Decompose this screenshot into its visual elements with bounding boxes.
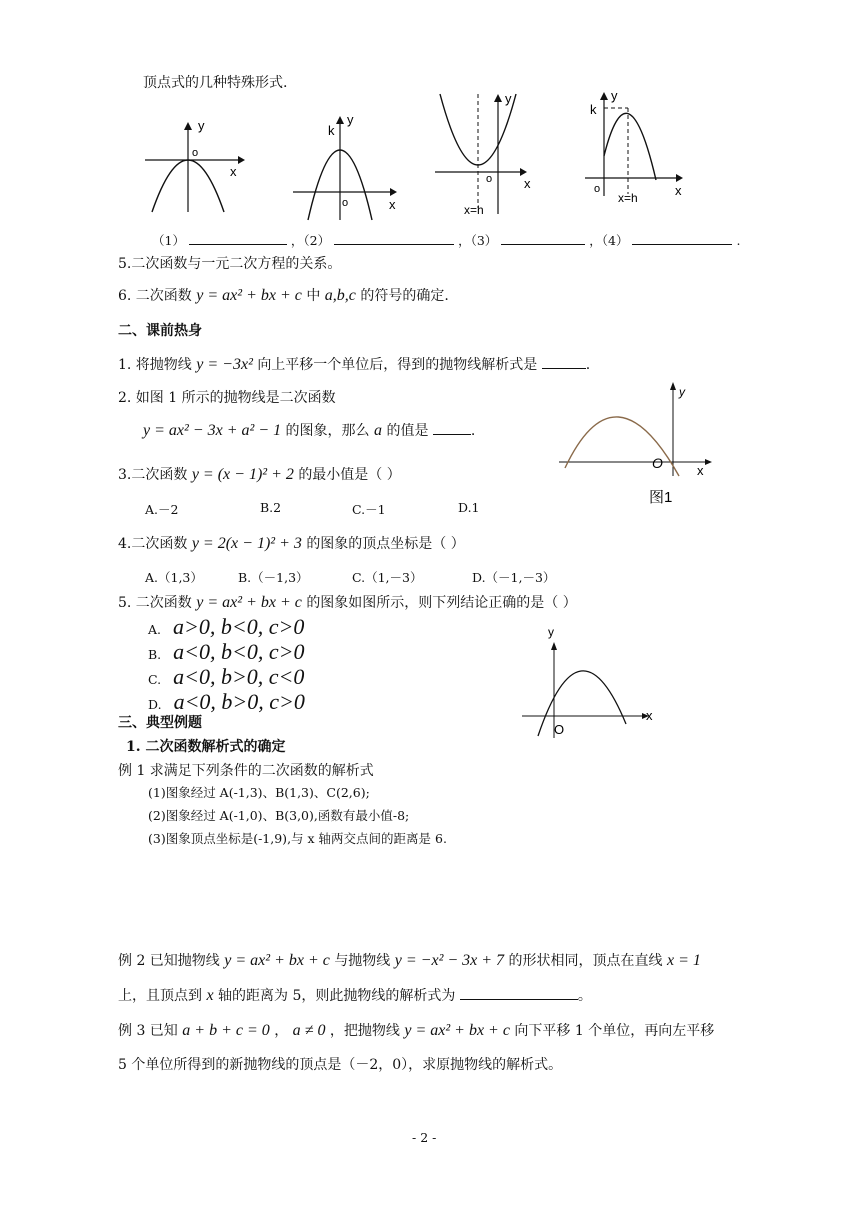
example-1-item-3: (3)图象顶点坐标是(-1,9),与 x 轴两交点间的距离是 6. <box>148 831 447 846</box>
graph-4-xh-label: x=h <box>618 191 638 205</box>
ex2-end: 。 <box>577 988 592 1004</box>
q1-suffix: 向上平移一个单位后，得到的抛物线解析式是 <box>257 357 538 373</box>
blank-label-4: ，（4） <box>589 233 629 248</box>
answer-blank-2 <box>334 230 454 245</box>
q5-prefix: 5. 二次函数 <box>118 595 192 611</box>
q1-equation: y = −3x² <box>196 356 253 373</box>
figure-1-caption: 图1 <box>649 489 673 506</box>
ex2-var: x <box>206 987 214 1004</box>
q4-option-b: B.（－1,3） <box>238 570 309 585</box>
answer-blank-4 <box>632 230 732 245</box>
q2-mid: 的图象，那么 <box>285 423 370 439</box>
q3-option-b: B.2 <box>260 500 282 515</box>
ex2-suffix: 的形状相同，顶点在直线 <box>508 953 663 969</box>
q3-prefix: 3.二次函数 <box>118 467 188 483</box>
ex2-equation-1: y = ax² + bx + c <box>224 952 330 969</box>
graph-4-y-label: y <box>611 88 618 103</box>
ex2-equation-3: x = 1 <box>666 952 701 969</box>
example-1-item-1: (1)图象经过 A(-1,3)、B(1,3)、C(2,6); <box>148 785 370 800</box>
question-3 <box>118 464 401 484</box>
q2-equation: y = ax² − 3x + a² − 1 <box>143 422 282 439</box>
question-4 <box>118 533 465 553</box>
answer-blank-1 <box>189 230 287 245</box>
question-2-line1: 2. 如图 1 所示的抛物线是二次函数 <box>118 390 336 406</box>
q5-option-b-letter: B. <box>148 647 162 662</box>
example-3-line1 <box>118 1020 714 1040</box>
ex2-equation-2: y = −x² − 3x + 7 <box>394 952 505 969</box>
item-6-suffix: 的符号的确定. <box>360 288 449 304</box>
q3-equation: y = (x − 1)² + 2 <box>191 466 294 483</box>
blank-label-2: ，（2） <box>290 233 331 248</box>
graph-2 <box>290 108 405 228</box>
q5-option-a-letter: A. <box>148 622 162 637</box>
graph-4 <box>582 84 692 208</box>
intro-line: 顶点式的几种特殊形式. <box>143 75 288 91</box>
ex2-answer-blank <box>460 985 578 1000</box>
q4-equation: y = 2(x − 1)² + 3 <box>191 535 302 552</box>
q3-suffix: 的最小值是（ ） <box>298 467 401 483</box>
figure-1-x-label: x <box>697 463 704 478</box>
q5-option-c-letter: C. <box>148 672 162 687</box>
figure-1 <box>555 378 720 508</box>
graph-3-xh-label: x=h <box>464 203 484 217</box>
graph-3-y-label: y <box>505 91 512 106</box>
blank-label-3: ，（3） <box>458 233 498 248</box>
graph-2-y-label: y <box>347 112 354 127</box>
graph-4-k-label: k <box>590 102 597 117</box>
example-3-line2: 5 个单位所得到的新抛物线的顶点是（－2，0），求原抛物线的解析式。 <box>118 1057 563 1073</box>
section-2-heading: 二、课前热身 <box>118 323 202 339</box>
item-6-equation: y = ax² + bx + c <box>196 287 302 304</box>
q2-var: a <box>374 422 382 439</box>
q4-prefix: 4.二次函数 <box>118 536 188 552</box>
item-6 <box>118 285 449 305</box>
q1-end: . <box>585 357 591 373</box>
ex2-prefix: 例 2 已知抛物线 <box>118 953 220 969</box>
q5-option-c-text: a<0, b>0, c<0 <box>173 664 305 689</box>
example-1-item-2: (2)图象经过 A(-1,0)、B(3,0),函数有最小值-8; <box>148 808 410 823</box>
question-5 <box>118 592 577 612</box>
q2-answer-blank <box>433 420 471 435</box>
q5-option-a <box>148 614 304 640</box>
figure-q5-o-label: O <box>554 722 565 737</box>
q4-suffix: 的图象的顶点坐标是（ ） <box>306 536 465 552</box>
graph-1-x-label: x <box>230 164 237 179</box>
q5-equation: y = ax² + bx + c <box>196 594 302 611</box>
q5-option-b-text: a<0, b<0, c>0 <box>173 639 305 664</box>
q2-end: . <box>470 423 476 439</box>
ex3-equation-2: a ≠ 0 <box>292 1022 326 1039</box>
ex3-equation-1: a + b + c = 0 <box>182 1022 270 1039</box>
q5-option-a-text: a>0, b<0, c>0 <box>173 614 305 639</box>
item-6-mid: 中 <box>306 288 321 304</box>
q3-option-d: D.1 <box>458 500 480 515</box>
example-1-title: 例 1 求满足下列条件的二次函数的解析式 <box>118 763 374 779</box>
section-3-heading: 三、典型例题 <box>118 715 202 731</box>
q1-answer-blank <box>542 354 586 369</box>
item-6-vars: a,b,c <box>324 287 356 304</box>
q5-suffix: 的图象如图所示，则下列结论正确的是（ ） <box>306 595 577 611</box>
item-5: 5.二次函数与一元二次方程的关系。 <box>118 256 342 272</box>
q3-option-a: A.－2 <box>145 502 179 517</box>
figure-1-y-label: y <box>679 385 685 399</box>
subsection-1-heading: 1. 二次函数解析式的确定 <box>126 739 286 755</box>
q4-option-a: A.（1,3） <box>145 570 203 585</box>
graph-2-k-label: k <box>328 123 335 138</box>
blank-label-1: （1） <box>152 233 185 248</box>
q5-option-c <box>148 664 304 690</box>
answer-blank-3 <box>501 230 585 245</box>
q5-option-d-letter: D. <box>148 697 162 712</box>
graph-3-x-label: x <box>524 176 531 191</box>
question-2-line2 <box>143 420 475 440</box>
graph-1 <box>140 112 250 222</box>
blank-line-end: . <box>736 233 741 248</box>
graph-3 <box>432 86 544 220</box>
graph-1-o-label: o <box>192 147 199 159</box>
q5-option-d-text: a<0, b>0, c>0 <box>173 689 305 714</box>
figure-1-o-label: O <box>652 455 663 471</box>
ex3-prefix: 例 3 已知 <box>118 1023 178 1039</box>
ex3-equation-3: y = ax² + bx + c <box>404 1022 510 1039</box>
figure-q5 <box>518 620 668 740</box>
ex2-mid: 与抛物线 <box>334 953 391 969</box>
graph-2-x-label: x <box>389 197 396 212</box>
q2-suffix: 的值是 <box>386 423 429 439</box>
q1-prefix: 1. 将抛物线 <box>118 357 192 373</box>
graph-3-o-label: o <box>486 173 493 185</box>
graph-blanks-line <box>152 230 740 249</box>
ex2-line2-prefix: 上，且顶点到 <box>118 988 202 1004</box>
ex3-sep: ， <box>274 1023 289 1039</box>
figure-q5-x-label: x <box>646 708 653 723</box>
item-6-prefix: 6. 二次函数 <box>118 288 192 304</box>
page-number: - 2 - <box>412 1130 437 1145</box>
figure-q5-y-label: y <box>548 625 554 639</box>
q5-option-b <box>148 639 304 665</box>
ex2-line2-suffix: 轴的距离为 5，则此抛物线的解析式为 <box>218 988 456 1004</box>
example-2-line2 <box>118 985 592 1005</box>
ex3-mid: ，把抛物线 <box>329 1023 400 1039</box>
graph-4-x-label: x <box>675 183 682 198</box>
q3-option-c: C.－1 <box>352 502 386 517</box>
ex3-suffix: 向下平移 1 个单位，再向左平移 <box>514 1023 715 1039</box>
question-1 <box>118 354 590 374</box>
graph-2-o-label: o <box>342 197 349 209</box>
q4-option-d: D.（－1,－3） <box>472 570 556 585</box>
graph-4-o-label: o <box>594 183 601 195</box>
q4-option-c: C.（1,－3） <box>352 570 423 585</box>
graph-1-y-label: y <box>198 118 205 133</box>
example-2-line1 <box>118 950 701 970</box>
